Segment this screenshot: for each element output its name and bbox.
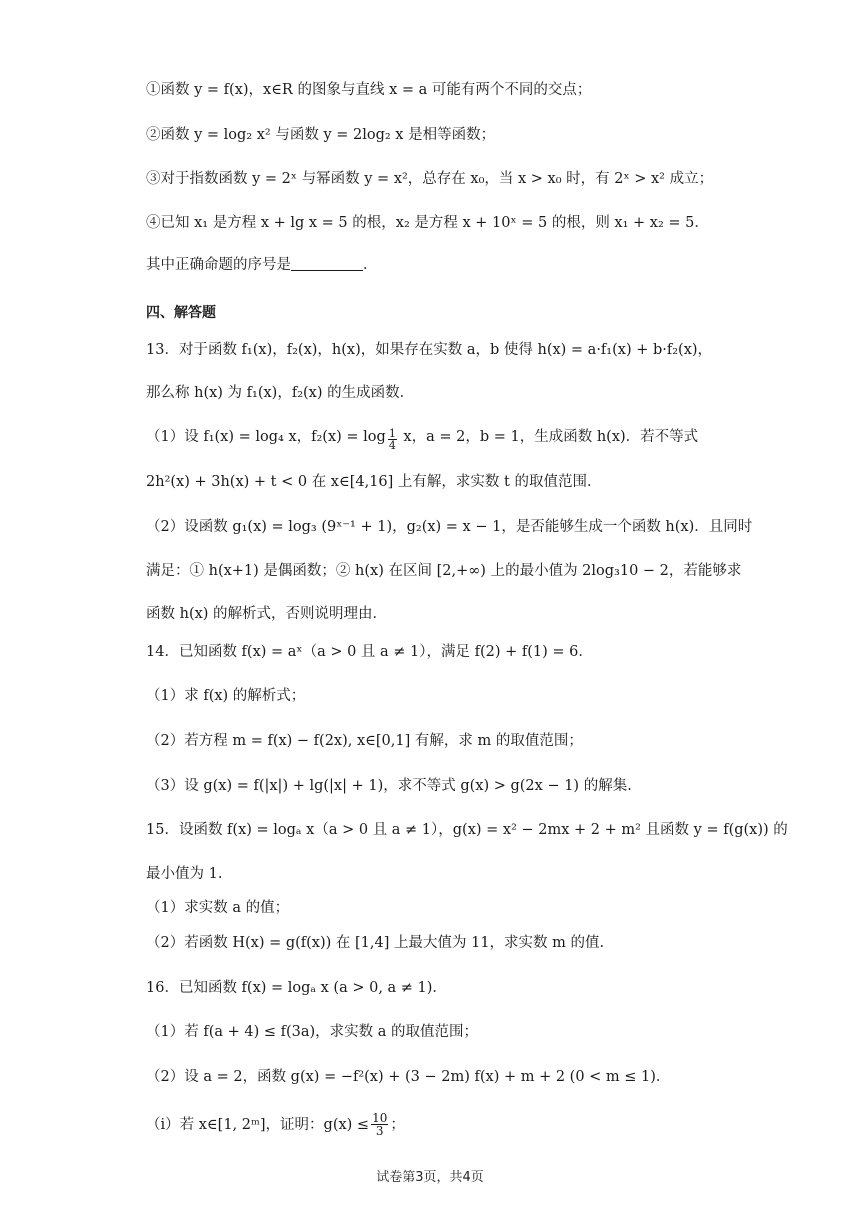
q13-stem-cont: 那么称 h(x) 为 f₁(x)，f₂(x) 的生成函数．	[146, 385, 415, 401]
q13-part1	[146, 427, 698, 451]
bound-fraction	[371, 1112, 388, 1137]
q13-part1-suffix: x，a = 2，b = 1，生成函数 h(x)．若不等式	[398, 429, 699, 445]
q13-part2-cont: 满足：① h(x+1) 是偶函数；② h(x) 在区间 [2,+∞) 上的最小值为 2log₃10 − 2，若能够求	[146, 563, 742, 579]
section-title: 四、解答题	[146, 305, 216, 321]
q13-part1-cont: 2h²(x) + 3h(x) + t < 0 在 x∈[4,16] 上有解，求实数 t 的取值范围．	[146, 474, 602, 490]
statement-3: ③对于指数函数 y = 2ˣ 与幂函数 y = x²，总存在 x₀，当 x > x₀ 时，有 2ˣ > x² 成立；	[146, 171, 714, 187]
log-base-num: 1	[388, 427, 396, 440]
q14-part3: （3）设 g(x) = f(|x|) + lg(|x| + 1)，求不等式 g(x) > g(2x − 1) 的解集.	[146, 778, 632, 794]
q15-stem: 15．设函数 f(x) = logₐ x（a > 0 且 a ≠ 1），g(x) = x² − 2mx + 2 + m² 且函数 y = f(g(x)) 的	[146, 822, 788, 838]
log-base-fraction	[388, 428, 397, 451]
q13-part2-end: 函数 h(x) 的解析式，否则说明理由．	[146, 606, 388, 622]
q15-part1: （1）求实数 a 的值；	[146, 900, 290, 916]
q13-stem: 13．对于函数 f₁(x)，f₂(x)，h(x)，如果存在实数 a，b 使得 h(x) = a·f₁(x) + b·f₂(x)，	[146, 342, 713, 358]
statement-2: ②函数 y = log₂ x² 与函数 y = 2log₂ x 是相等函数；	[146, 127, 496, 143]
q16-part2-i-suffix: ；	[390, 1117, 405, 1133]
page-footer: 试卷第3页，共4页	[376, 1170, 484, 1185]
q16-part2: （2）设 a = 2，函数 g(x) = −f²(x) + (3 − 2m) f(x) + m + 2 (0 < m ≤ 1)．	[146, 1069, 671, 1085]
log-base-den: 4	[388, 439, 396, 452]
q16-part1: （1）若 f(a + 4) ≤ f(3a)，求实数 a 的取值范围；	[146, 1024, 479, 1040]
answer-prompt-end: ．	[363, 257, 378, 273]
q13-part2: （2）设函数 g₁(x) = log₃ (9ˣ⁻¹ + 1)，g₂(x) = x − 1，是否能够生成一个函数 h(x)．且同时	[146, 519, 753, 535]
answer-prompt	[146, 255, 378, 275]
statement-4: ④已知 x₁ 是方程 x + lg x = 5 的根，x₂ 是方程 x + 10ˣ = 5 的根，则 x₁ + x₂ = 5．	[146, 215, 709, 231]
statement-1: ①函数 y = f(x)，x∈R 的图象与直线 x = a 可能有两个不同的交点；	[146, 82, 592, 98]
q14-stem: 14．已知函数 f(x) = aˣ（a > 0 且 a ≠ 1），满足 f(2) + f(1) = 6．	[146, 644, 593, 660]
q15-stem-cont: 最小值为 1.	[146, 866, 223, 882]
bound-num: 10	[372, 1111, 388, 1125]
bound-den: 3	[375, 1124, 384, 1138]
q16-part2-i-prefix: （i）若 x∈[1, 2ᵐ]，证明：g(x) ≤	[146, 1117, 370, 1133]
answer-blank	[291, 256, 363, 271]
q16-stem: 16．已知函数 f(x) = logₐ x (a > 0, a ≠ 1)．	[146, 980, 447, 996]
q15-part2: （2）若函数 H(x) = g(f(x)) 在 [1,4] 上最大值为 11，求实数 m 的值.	[146, 935, 605, 951]
q13-part1-prefix: （1）设 f₁(x) = log₄ x，f₂(x) = log	[146, 429, 386, 445]
answer-prompt-text: 其中正确命题的序号是	[146, 257, 291, 273]
q14-part1: （1）求 f(x) 的解析式；	[146, 688, 306, 704]
q16-part2-i	[146, 1112, 405, 1137]
q14-part2: （2）若方程 m = f(x) − f(2x), x∈[0,1] 有解，求 m 的取值范围；	[146, 733, 583, 749]
